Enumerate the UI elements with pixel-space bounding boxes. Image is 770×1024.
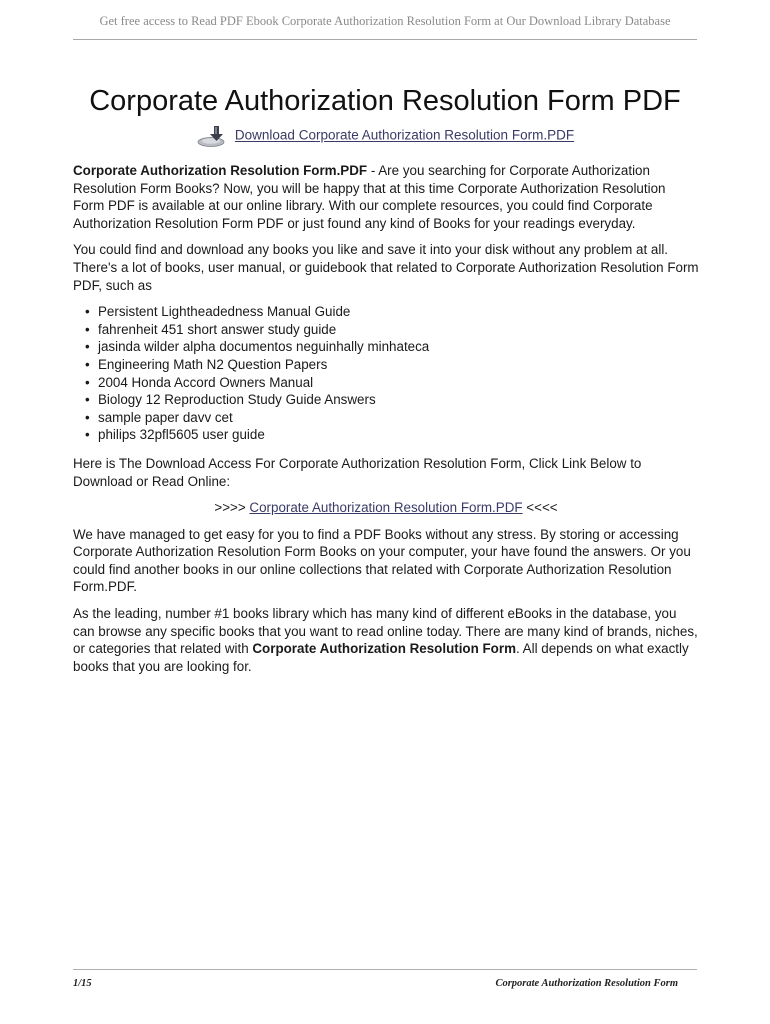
list-item: • fahrenheit 451 short answer study guide — [98, 321, 699, 339]
paragraph-related: You could find and download any books you like and save it into your disk without any problem at all. There's a lot of books, user manual, or guidebook that related to Corporate Authorization Resolution Form PDF, such as — [73, 242, 699, 293]
access-paragraph: Here is The Download Access For Corporate Authorization Resolution Form, Click Link Below to Download or Read Online: — [73, 455, 642, 489]
online-link[interactable]: Corporate Authorization Resolution Form.PDF — [249, 500, 523, 516]
related-books-list — [73, 303, 699, 444]
intro-text: - Are you searching for Corporate Authorization Resolution Form Books? Now, you will be happy that at this time Corporate Authorization Resolution Form PDF is available at our online library. With our complete resources, you could find Corporate Authorization Resolution Form PDF or just found any kind of Books for your readings everyday. — [73, 163, 666, 231]
footer-doc-title: Corporate Authorization Resolution Form — [495, 978, 678, 989]
list-item: • jasinda wilder alpha documentos neguinhally minhateca — [98, 338, 699, 356]
intro-bold-lead: Corporate Authorization Resolution Form.PDF — [73, 163, 368, 178]
paragraph-library — [73, 605, 699, 675]
download-link[interactable]: Download Corporate Authorization Resolution Form.PDF — [234, 127, 575, 143]
list-item: • 2004 Honda Accord Owners Manual — [98, 374, 699, 392]
top-banner: Get free access to Read PDF Ebook Corporate Authorization Resolution Form at Our Download Library Database — [99, 14, 671, 28]
online-link-suffix: <<<< — [522, 500, 558, 516]
library-text-before: As the leading, number #1 books library which has many kind of different eBooks in the database, you can browse any specific books that you want to read online today. There are many kind of brands, niches, or categories that related with — [73, 606, 698, 657]
list-item: • sample paper davv cet — [98, 409, 699, 427]
paragraph-storage: We have managed to get easy for you to find a PDF Books without any stress. By storing or accessing Corporate Authorization Resolution Form Books on your computer, your have found the answers. Or you could find another books in our online collections that related with Corporate Authorization Resolution Form.PDF. — [73, 526, 691, 595]
list-item: • Biology 12 Reproduction Study Guide Answers — [98, 391, 699, 409]
page-number: 1/15 — [73, 978, 92, 989]
main-content — [73, 162, 699, 684]
page-title: Corporate Authorization Resolution Form PDF — [89, 85, 681, 118]
online-link-prefix: >>>> — [214, 500, 250, 516]
download-row — [73, 124, 697, 148]
download-icon[interactable] — [196, 124, 230, 148]
list-item: • Engineering Math N2 Question Papers — [98, 356, 699, 374]
library-bold-title: Corporate Authorization Resolution Form — [252, 641, 516, 657]
list-item: • philips 32pfl5605 user guide — [98, 426, 699, 444]
footer-divider — [73, 969, 697, 970]
list-item: • Persistent Lightheadedness Manual Guide — [98, 303, 699, 321]
intro-paragraph — [73, 162, 699, 232]
library-text-after: . All depends on what exactly books that you are looking for. — [73, 641, 689, 674]
header-divider — [73, 39, 697, 40]
online-link-row — [73, 499, 699, 517]
